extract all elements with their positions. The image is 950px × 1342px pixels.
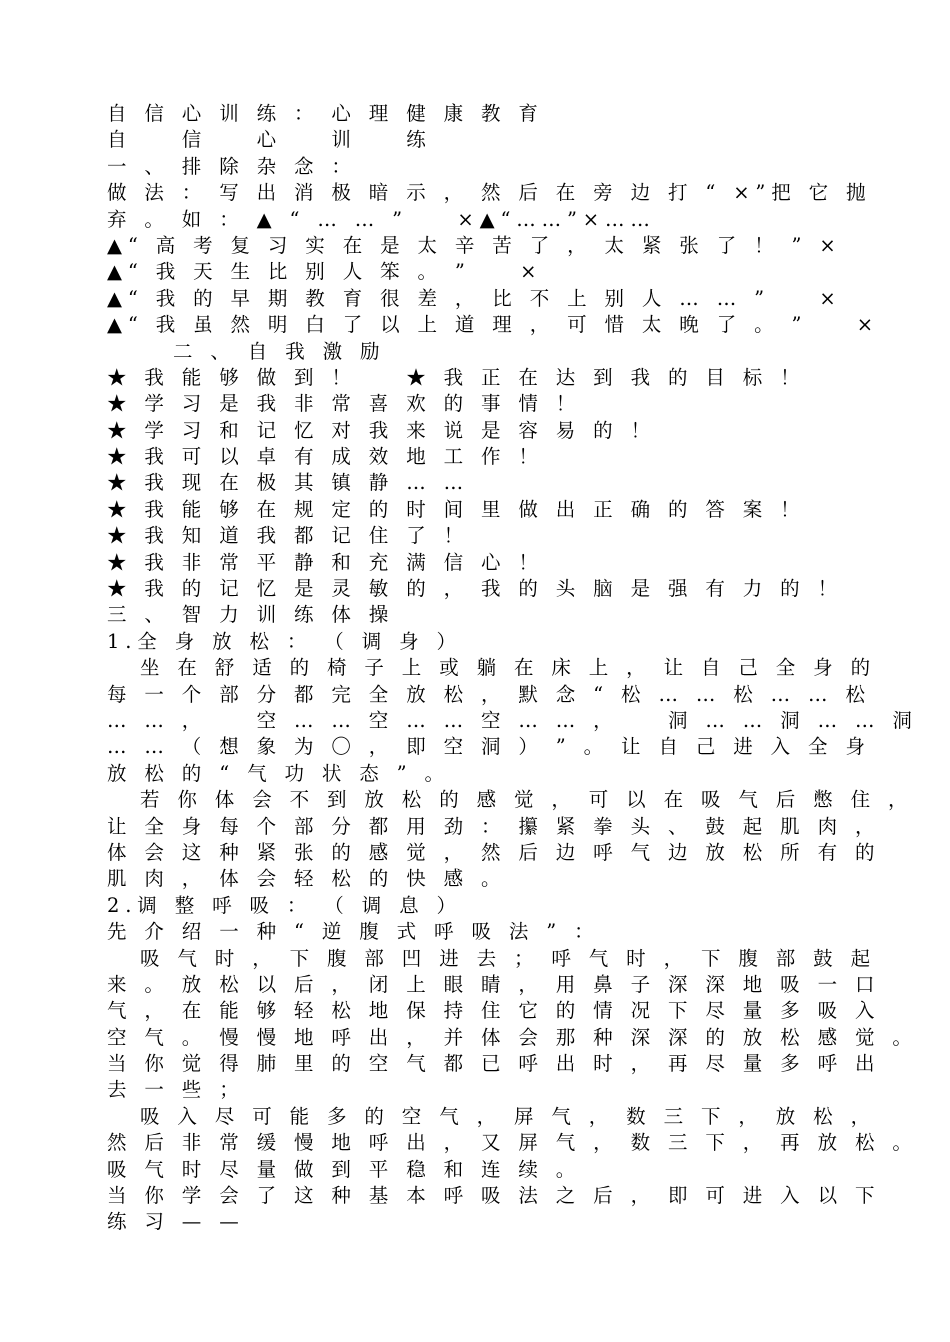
- section-1-line: 做 法 ： 写 出 消 极 暗 示 ， 然 后 在 旁 边 打 “ ×”把 它 抛: [107, 181, 872, 205]
- affirmation-item: ★ 我 能 够 做 到 ！ ★ 我 正 在 达 到 我 的 目 标 ！: [107, 365, 806, 389]
- paragraph-line: 当 你 学 会 了 这 种 基 本 呼 吸 法 之 后 ， 即 可 进 入 以 下: [107, 1184, 881, 1208]
- subsection-heading: 1.全 身 放 松 ： （ 调 身 ）: [107, 629, 462, 653]
- affirmation-item: ★ 学 习 是 我 非 常 喜 欢 的 事 情 ！: [107, 392, 582, 416]
- negative-thought-item: ▲“ 高 考 复 习 实 在 是 太 辛 苦 了 ， 太 紧 张 了 ！ ” ×: [107, 233, 842, 257]
- paragraph-line: 肌 肉 ， 体 会 轻 松 的 快 感 。: [107, 867, 507, 891]
- paragraph-line: 先 介 绍 一 种 “ 逆 腹 式 呼 吸 法 ” ：: [107, 920, 600, 944]
- doc-title: 自 信 心 训 练 ： 心 理 健 康 教 育: [107, 102, 544, 125]
- paragraph-line: 坐 在 舒 适 的 椅 子 上 或 躺 在 床 上 ， 让 自 己 全 身 的: [140, 656, 876, 680]
- section-2-heading: 二 、 自 我 激 励: [173, 339, 386, 363]
- doc-subtitle: 自 信 心 训 练: [107, 128, 432, 152]
- paragraph-line: 若 你 体 会 不 到 放 松 的 感 觉 ， 可 以 在 吸 气 后 憋 住 ，: [140, 788, 914, 812]
- paragraph-line: 吸 气 时 尽 量 做 到 平 稳 和 连 续 。: [107, 1157, 582, 1181]
- paragraph-line: 当 你 觉 得 肺 里 的 空 气 都 已 呼 出 时 ， 再 尽 量 多 呼 出: [107, 1052, 881, 1076]
- paragraph-line: … … （ 想 象 为 〇 ， 即 空 洞 ） ” 。 让 自 己 进 入 全 身: [107, 735, 871, 759]
- paragraph-line: 来 。 放 松 以 后 ， 闭 上 眼 睛 ， 用 鼻 子 深 深 地 吸 一 口: [107, 972, 881, 996]
- affirmation-item: ★ 我 现 在 极 其 镇 静 … …: [107, 471, 469, 495]
- paragraph-line: 练 习 — —: [107, 1210, 245, 1234]
- paragraph-line: 体 会 这 种 紧 张 的 感 觉 ， 然 后 边 呼 气 边 放 松 所 有 的: [107, 840, 881, 864]
- paragraph-line: 去 一 些 ；: [107, 1078, 245, 1102]
- negative-thought-item: ▲“ 我 的 早 期 教 育 很 差 ， 比 不 上 别 人 … … ” ×: [107, 286, 842, 310]
- paragraph-line: … … ， 空 … … 空 … … 空 … … ， 洞 … … 洞 … … 洞: [107, 708, 918, 732]
- affirmation-item: ★ 我 可 以 卓 有 成 效 地 工 作 ！: [107, 445, 544, 469]
- paragraph-line: 吸 气 时 ， 下 腹 部 凹 进 去 ； 呼 气 时 ， 下 腹 部 鼓 起: [140, 946, 876, 970]
- document-page: [107, 101, 918, 1236]
- subsection-heading: 2.调 整 呼 吸 ： （ 调 息 ）: [107, 893, 462, 917]
- paragraph-line: 让 全 身 每 个 部 分 都 用 劲 ： 攥 紧 拳 头 、 鼓 起 肌 肉 ，: [107, 814, 881, 838]
- affirmation-item: ★ 我 的 记 忆 是 灵 敏 的 ， 我 的 头 脑 是 强 有 力 的 ！: [107, 577, 843, 601]
- affirmation-item: ★ 我 非 常 平 静 和 充 满 信 心 ！: [107, 550, 544, 574]
- paragraph-line: 然 后 非 常 缓 慢 地 呼 出 ， 又 屏 气 ， 数 三 下 ， 再 放 松 。: [107, 1131, 918, 1155]
- paragraph-line: 气 ， 在 能 够 轻 松 地 保 持 住 它 的 情 况 下 尽 量 多 吸 入: [107, 999, 881, 1023]
- section-1-heading: 一 、 排 除 杂 念 ：: [107, 154, 357, 178]
- paragraph-line: 空 气 。 慢 慢 地 呼 出 ， 并 体 会 那 种 深 深 的 放 松 感 觉 。: [107, 1025, 918, 1049]
- affirmation-item: ★ 我 知 道 我 都 记 住 了 ！: [107, 524, 469, 548]
- negative-thought-item: ▲“ 我 虽 然 明 白 了 以 上 道 理 ， 可 惜 太 晚 了 。 ” ×: [107, 313, 879, 337]
- paragraph-line: 吸 入 尽 可 能 多 的 空 气 ， 屏 气 ， 数 三 下 ， 放 松 ，: [140, 1104, 876, 1128]
- section-3-heading: 三 、 智 力 训 练 体 操: [107, 603, 395, 627]
- negative-thought-item: ▲“ 我 天 生 比 别 人 笨 。 ” ×: [107, 260, 543, 284]
- affirmation-item: ★ 学 习 和 记 忆 对 我 来 说 是 容 易 的 ！: [107, 418, 656, 442]
- section-1-line: 弃 。 如 ： ▲ “ … … ” ×▲“……”×……: [107, 207, 656, 231]
- paragraph-line: 每 一 个 部 分 都 完 全 放 松 ， 默 念 “ 松 … … 松 … … 松: [107, 682, 871, 706]
- affirmation-item: ★ 我 能 够 在 规 定 的 时 间 里 做 出 正 确 的 答 案 ！: [107, 497, 806, 521]
- paragraph-line: 放 松 的 “ 气 功 状 态 ” 。: [107, 761, 450, 785]
